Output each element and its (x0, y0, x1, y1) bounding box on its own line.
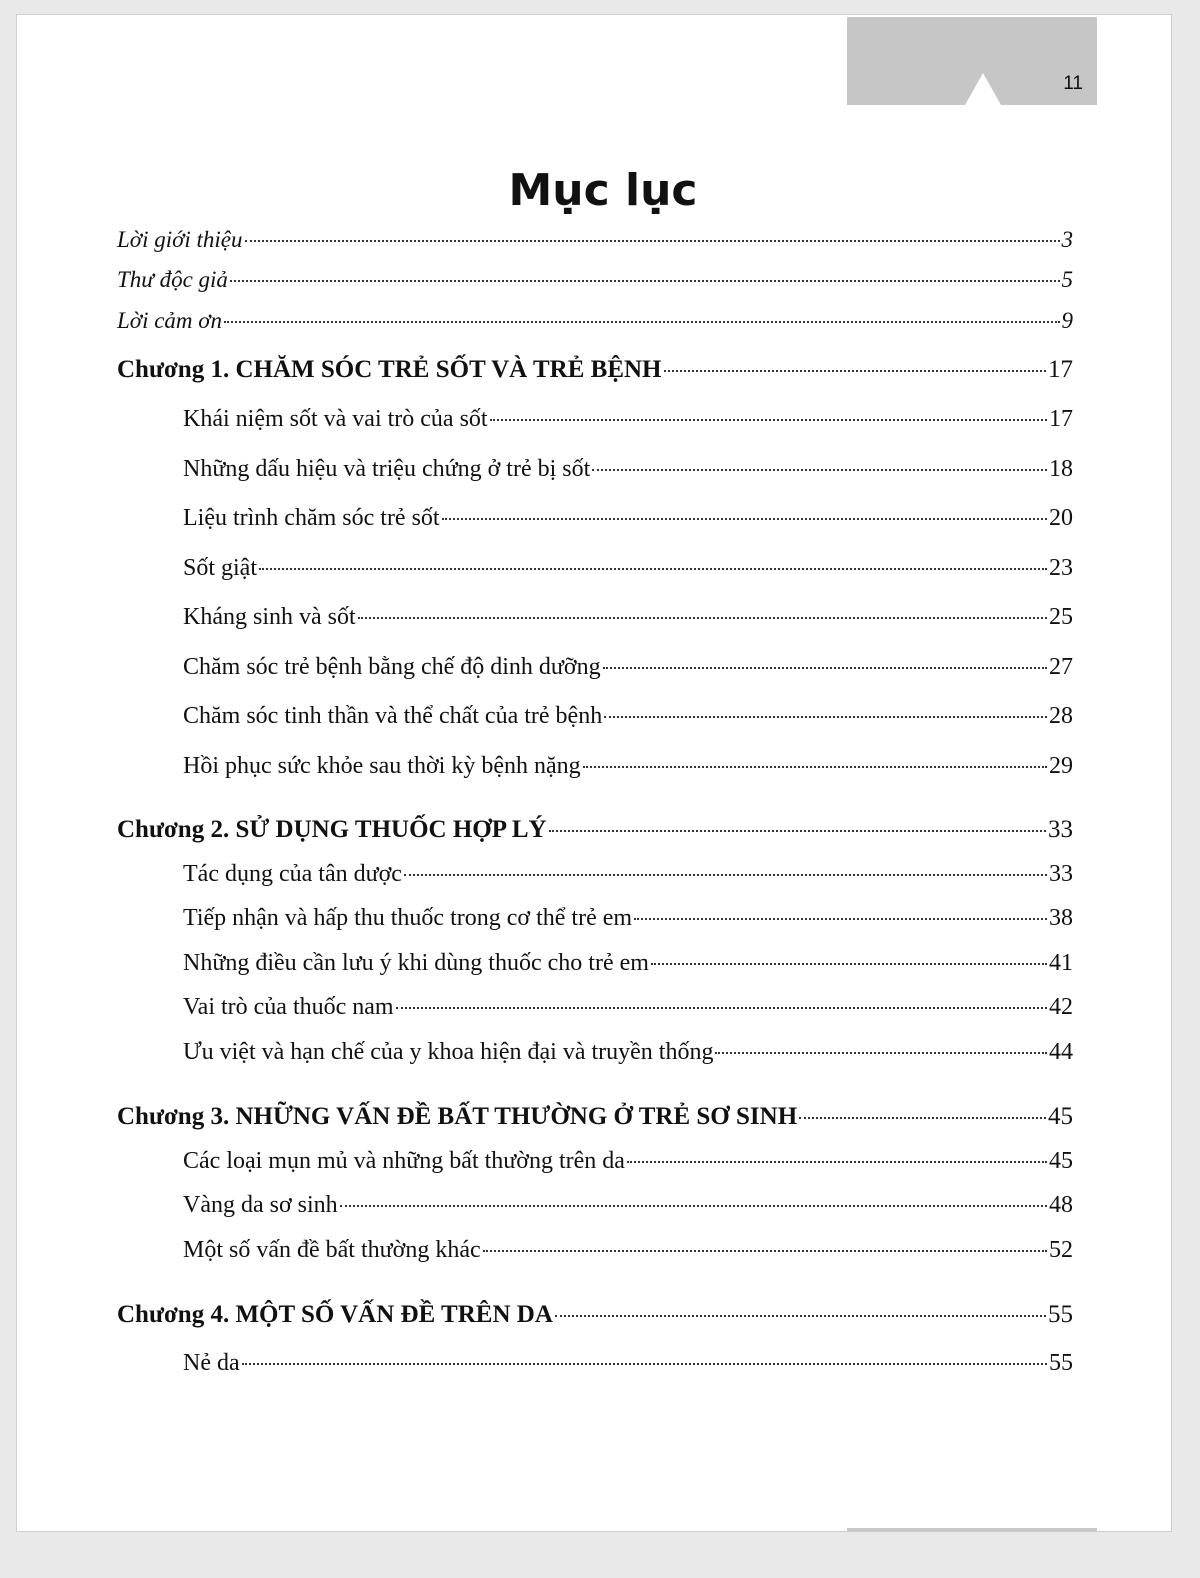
toc-section-label: Ưu việt và hạn chế của y khoa hiện đại và truyền thống (183, 1039, 714, 1065)
toc-chapter-page: 33 (1048, 816, 1073, 843)
leader-dots (549, 830, 1046, 832)
toc-section-label: Liệu trình chăm sóc trẻ sốt (183, 505, 440, 531)
leader-dots (340, 1205, 1047, 1207)
footer-rule (847, 1528, 1097, 1531)
toc-section-page: 17 (1049, 406, 1073, 432)
toc-entry-page: 3 (1061, 227, 1073, 252)
toc-section-label: Những dấu hiệu và triệu chứng ở trẻ bị sốt (183, 456, 591, 482)
toc-section[interactable] (183, 456, 1073, 483)
leader-dots (604, 716, 1047, 718)
toc-section[interactable] (183, 905, 1073, 932)
toc-section[interactable] (183, 1350, 1073, 1377)
toc-section-label: Một số vấn đề bất thường khác (183, 1237, 481, 1263)
toc-section[interactable] (183, 555, 1073, 582)
toc-entry-page: 9 (1061, 308, 1073, 333)
toc-section-page: 23 (1049, 555, 1073, 581)
leader-dots (715, 1052, 1047, 1054)
toc-section-label: Kháng sinh và sốt (183, 604, 356, 630)
toc-chapter-3[interactable] (117, 1103, 1073, 1131)
toc-section-label: Chăm sóc trẻ bệnh bằng chế độ dinh dưỡng (183, 654, 601, 680)
toc-chapter-page: 17 (1048, 356, 1073, 383)
page-number-tab (847, 17, 1097, 105)
page-number: 11 (1063, 73, 1083, 94)
toc-entry-front[interactable] (117, 227, 1073, 253)
leader-dots (483, 1250, 1047, 1252)
toc-entry-front[interactable] (117, 308, 1073, 334)
toc-section-page: 28 (1049, 703, 1073, 729)
leader-dots (592, 469, 1047, 471)
leader-dots (634, 918, 1047, 920)
toc-section[interactable] (183, 406, 1073, 433)
toc-section[interactable] (183, 753, 1073, 780)
leader-dots (259, 568, 1047, 570)
toc-section-page: 29 (1049, 753, 1073, 779)
toc-entry-label: Lời cảm ơn (117, 308, 223, 333)
toc-chapter-2[interactable] (117, 816, 1073, 844)
toc-section[interactable] (183, 703, 1073, 730)
toc-section-label: Tiếp nhận và hấp thu thuốc trong cơ thể trẻ em (183, 905, 633, 931)
toc-chapter-label: Chương 1. CHĂM SÓC TRẺ SỐT VÀ TRẺ BỆNH (117, 356, 662, 383)
leader-dots (490, 419, 1047, 421)
toc-chapter-label: Chương 4. MỘT SỐ VẤN ĐỀ TRÊN DA (117, 1301, 553, 1328)
leader-dots (603, 667, 1047, 669)
page-title: Mục lục (508, 165, 698, 216)
toc-entry-page: 5 (1061, 267, 1073, 292)
toc-section-page: 41 (1049, 950, 1073, 976)
toc-section-page: 45 (1049, 1148, 1073, 1174)
toc-section-label: Chăm sóc tinh thần và thể chất của trẻ bệnh (183, 703, 603, 729)
leader-dots (224, 321, 1059, 323)
toc-section[interactable] (183, 994, 1073, 1021)
toc-chapter-1[interactable] (117, 356, 1073, 384)
leader-dots (664, 370, 1047, 372)
leader-dots (651, 963, 1047, 965)
toc-section-page: 55 (1049, 1350, 1073, 1376)
toc-section-label: Nẻ da (183, 1350, 240, 1376)
toc-section-label: Hồi phục sức khỏe sau thời kỳ bệnh nặng (183, 753, 581, 779)
leader-dots (442, 518, 1047, 520)
toc-section-page: 20 (1049, 505, 1073, 531)
toc-section[interactable] (183, 1039, 1073, 1066)
toc-section[interactable] (183, 604, 1073, 631)
toc-chapter-label: Chương 3. NHỮNG VẤN ĐỀ BẤT THƯỜNG Ở TRẺ SƠ SINH (117, 1103, 798, 1130)
toc-section-page: 52 (1049, 1237, 1073, 1263)
leader-dots (583, 766, 1047, 768)
toc-chapter-4[interactable] (117, 1301, 1073, 1329)
toc-section-label: Các loại mụn mủ và những bất thường trên da (183, 1148, 625, 1174)
toc-section-label: Sốt giật (183, 555, 258, 581)
tab-notch-decoration (965, 73, 1001, 105)
toc-section-label: Vai trò của thuốc nam (183, 994, 394, 1020)
toc-entry-front[interactable] (117, 267, 1073, 293)
leader-dots (627, 1161, 1047, 1163)
leader-dots (555, 1315, 1046, 1317)
toc-section-page: 48 (1049, 1192, 1073, 1218)
toc-section-page: 25 (1049, 604, 1073, 630)
toc-entry-label: Thư độc giả (117, 267, 228, 292)
toc-chapter-page: 55 (1048, 1301, 1073, 1328)
toc-section[interactable] (183, 1192, 1073, 1219)
toc-section-label: Khái niệm sốt và vai trò của sốt (183, 406, 488, 432)
toc-section-label: Tác dụng của tân dược (183, 861, 402, 887)
toc-section-label: Vàng da sơ sinh (183, 1192, 338, 1218)
leader-dots (230, 280, 1060, 282)
toc-section[interactable] (183, 861, 1073, 888)
toc-section-page: 44 (1049, 1039, 1073, 1065)
document-page (16, 14, 1172, 1532)
toc-section[interactable] (183, 950, 1073, 977)
toc-section[interactable] (183, 1237, 1073, 1264)
leader-dots (358, 617, 1047, 619)
toc-section-page: 27 (1049, 654, 1073, 680)
toc-entry-label: Lời giới thiệu (117, 227, 243, 252)
leader-dots (404, 874, 1047, 876)
toc-section-page: 33 (1049, 861, 1073, 887)
toc-section-page: 18 (1049, 456, 1073, 482)
toc-section[interactable] (183, 1148, 1073, 1175)
toc-chapter-label: Chương 2. SỬ DỤNG THUỐC HỢP LÝ (117, 816, 547, 843)
toc-section[interactable] (183, 654, 1073, 681)
leader-dots (245, 240, 1060, 242)
toc-section-label: Những điều cần lưu ý khi dùng thuốc cho trẻ em (183, 950, 649, 976)
toc-section[interactable] (183, 505, 1073, 532)
leader-dots (242, 1363, 1047, 1365)
leader-dots (799, 1117, 1046, 1119)
leader-dots (396, 1007, 1047, 1009)
toc-section-page: 42 (1049, 994, 1073, 1020)
toc-section-page: 38 (1049, 905, 1073, 931)
toc-chapter-page: 45 (1048, 1103, 1073, 1130)
